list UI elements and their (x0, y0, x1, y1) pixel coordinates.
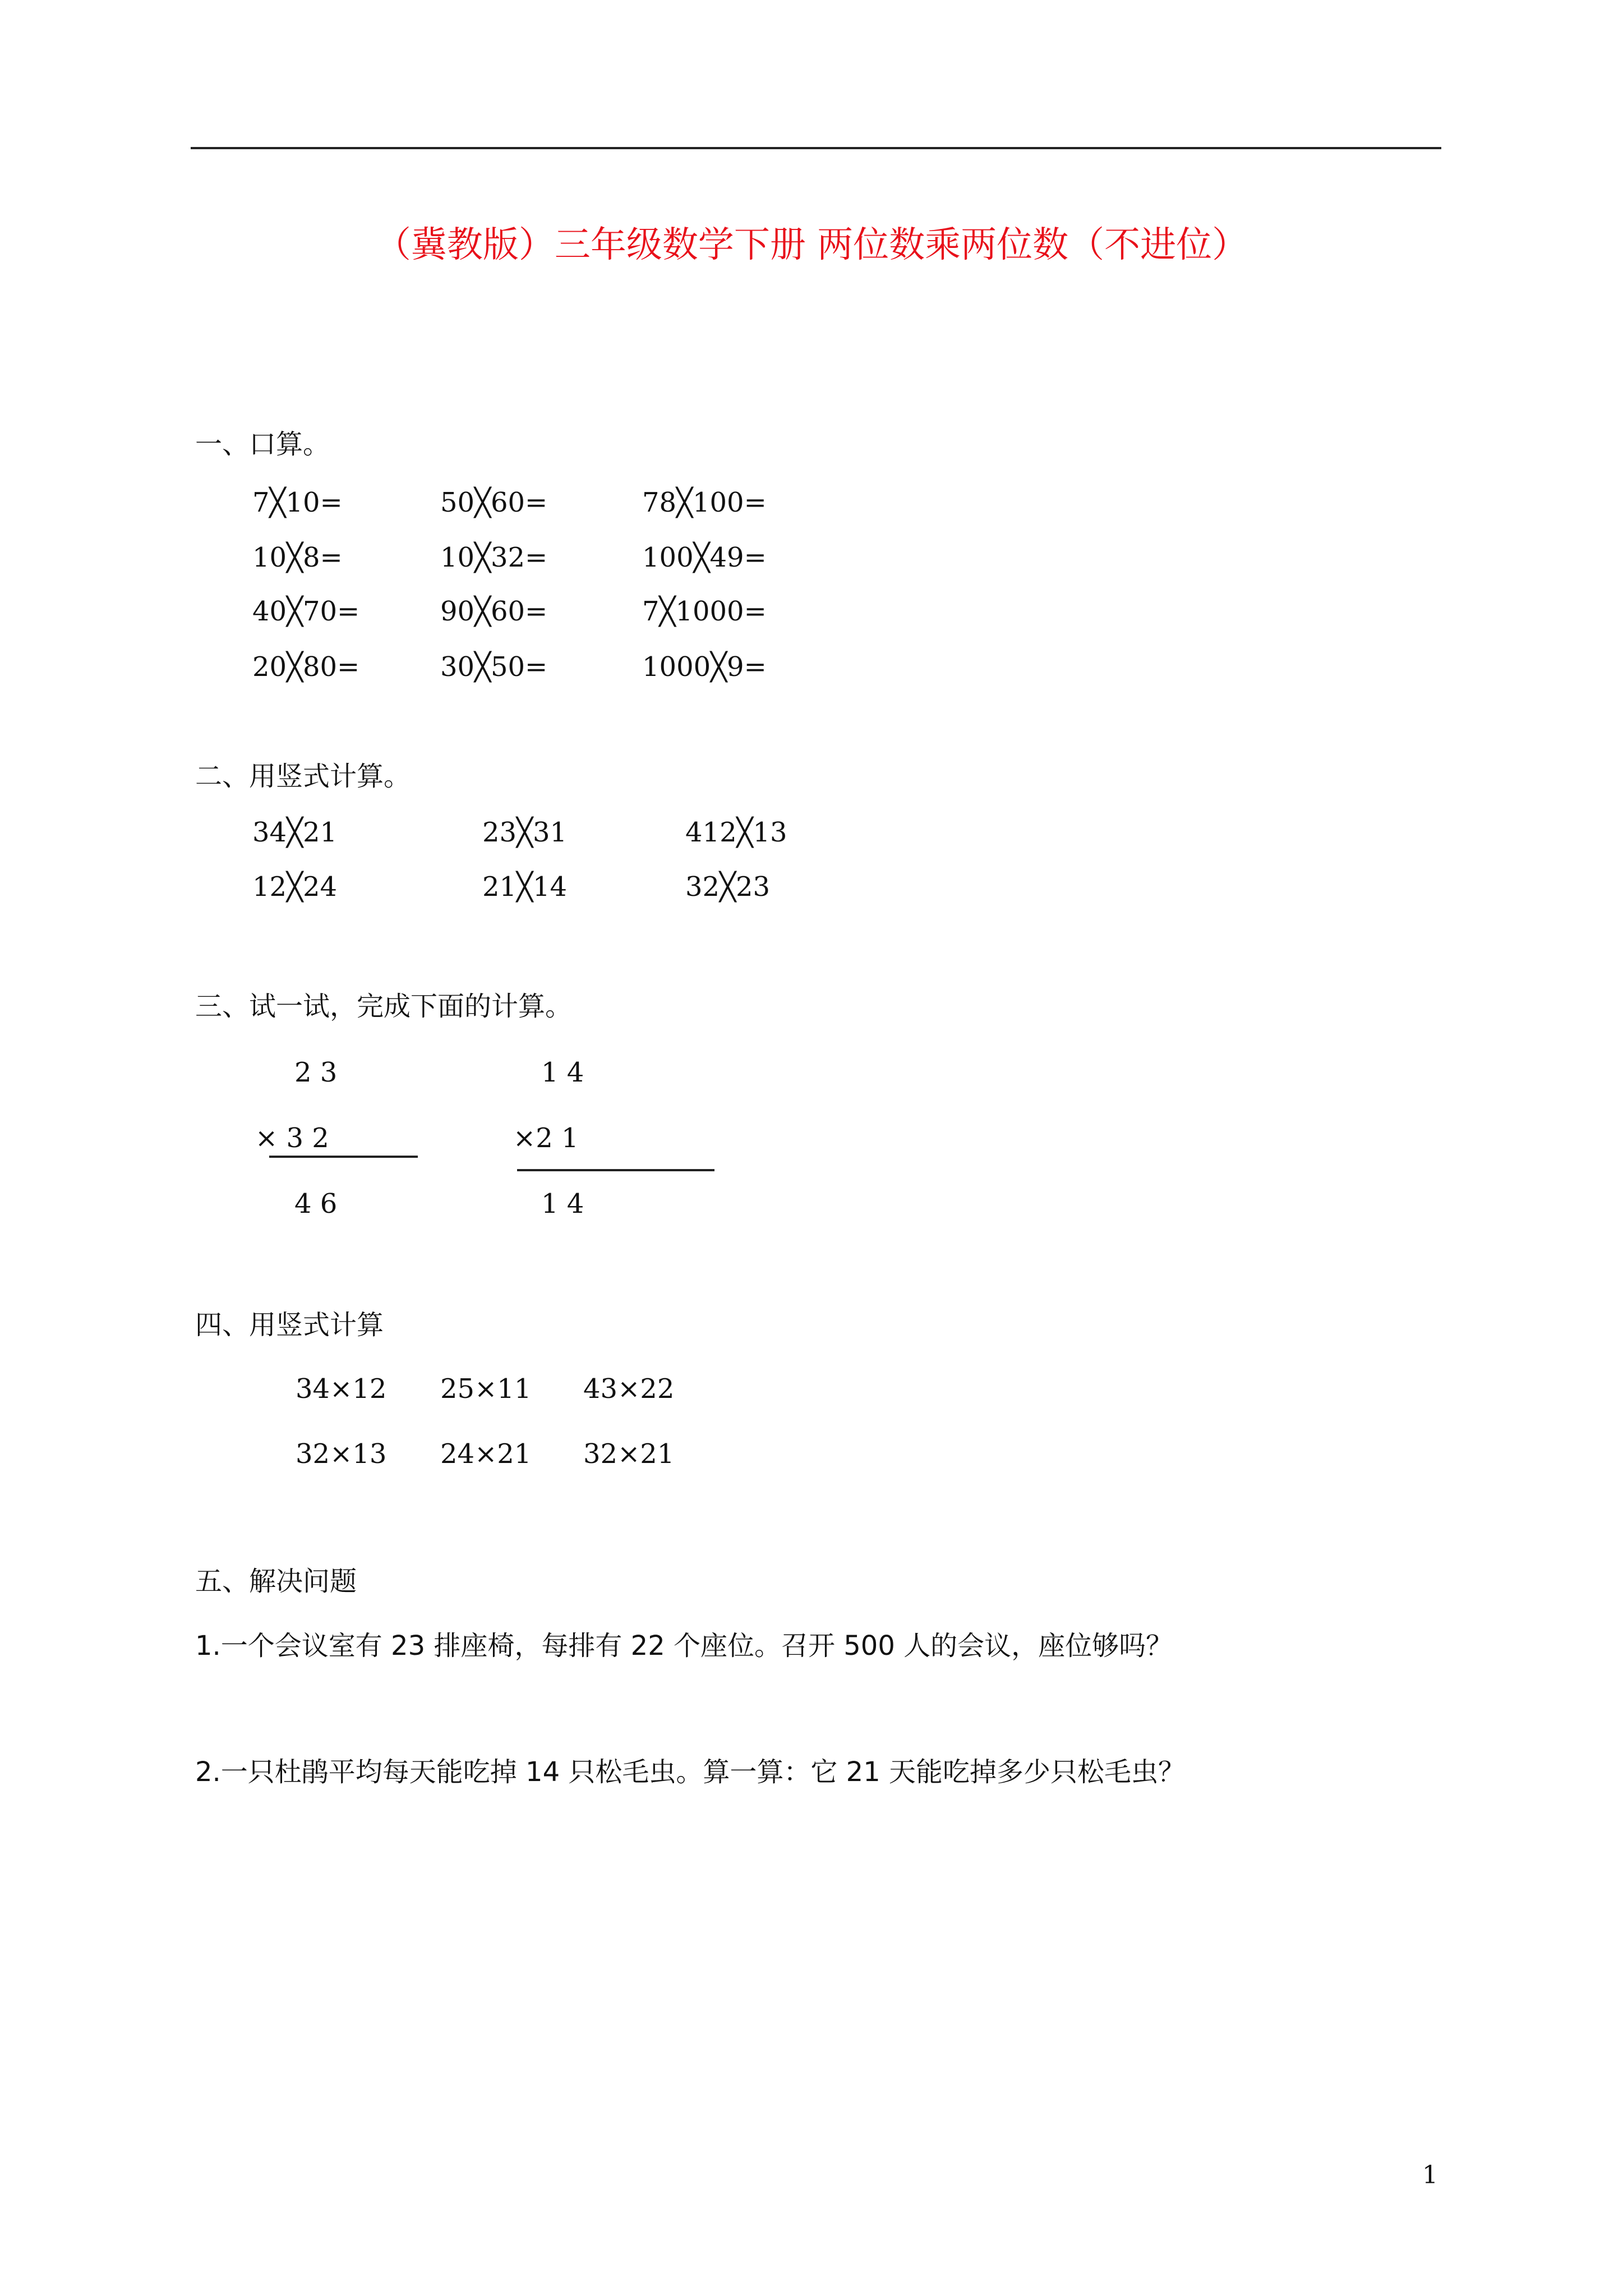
oral-item: 7╳1000= (642, 596, 767, 627)
vertical-calc-item: 34×12 (296, 1373, 387, 1405)
oral-item: 10╳32= (440, 542, 548, 573)
problem-1-top: 2 3 (294, 1057, 338, 1088)
problem-2-partial: 1 4 (541, 1188, 584, 1220)
problem-1-rule (269, 1156, 418, 1158)
vertical-calc-item: 25×11 (440, 1373, 532, 1405)
header-rule (191, 147, 1441, 149)
vertical-calc-item: 24×21 (440, 1438, 532, 1470)
oral-item: 40╳70= (252, 596, 360, 627)
vertical-calc-item: 21╳14 (482, 871, 568, 903)
vertical-calc-item: 34╳21 (252, 817, 338, 848)
section-5-heading: 五、解决问题 (195, 1566, 357, 1597)
section-3-heading: 三、试一试，完成下面的计算。 (195, 991, 573, 1022)
word-problem-1: 1.一个会议室有 23 排座椅，每排有 22 个座位。召开 500 人的会议，座位够吗？ (195, 1630, 1173, 1662)
vertical-calc-item: 32╳23 (685, 871, 771, 903)
oral-item: 30╳50= (440, 651, 548, 683)
section-4-heading: 四、用竖式计算 (195, 1309, 384, 1341)
page-number: 1 (1422, 2161, 1438, 2189)
vertical-calc-item: 23╳31 (482, 817, 568, 848)
oral-item: 90╳60= (440, 596, 548, 627)
vertical-calc-item: 12╳24 (252, 871, 338, 903)
oral-item: 10╳8= (252, 542, 343, 573)
problem-1-multiplier: × 3 2 (255, 1122, 329, 1154)
vertical-calc-item: 412╳13 (685, 817, 787, 848)
section-2-heading: 二、用竖式计算。 (195, 761, 411, 792)
vertical-calc-item: 32×13 (296, 1438, 387, 1470)
problem-1-partial: 4 6 (294, 1188, 338, 1220)
oral-item: 50╳60= (440, 487, 548, 518)
oral-item: 1000╳9= (642, 651, 767, 683)
oral-item: 20╳80= (252, 651, 360, 683)
vertical-calc-item: 43×22 (583, 1373, 675, 1405)
word-problem-2: 2.一只杜鹃平均每天能吃掉 14 只松毛虫。算一算：它 21 天能吃掉多少只松毛虫？ (195, 1756, 1185, 1788)
problem-2-rule (517, 1169, 714, 1171)
vertical-calc-item: 32×21 (583, 1438, 675, 1470)
problem-2-top: 1 4 (541, 1057, 584, 1088)
problem-2-multiplier: ×2 1 (513, 1122, 579, 1154)
oral-item: 7╳10= (252, 487, 343, 518)
page-title: （冀教版）三年级数学下册 两位数乘两位数（不进位） (375, 224, 1248, 266)
oral-item: 78╳100= (642, 487, 767, 518)
section-1-heading: 一、口算。 (195, 429, 330, 460)
oral-item: 100╳49= (642, 542, 767, 573)
